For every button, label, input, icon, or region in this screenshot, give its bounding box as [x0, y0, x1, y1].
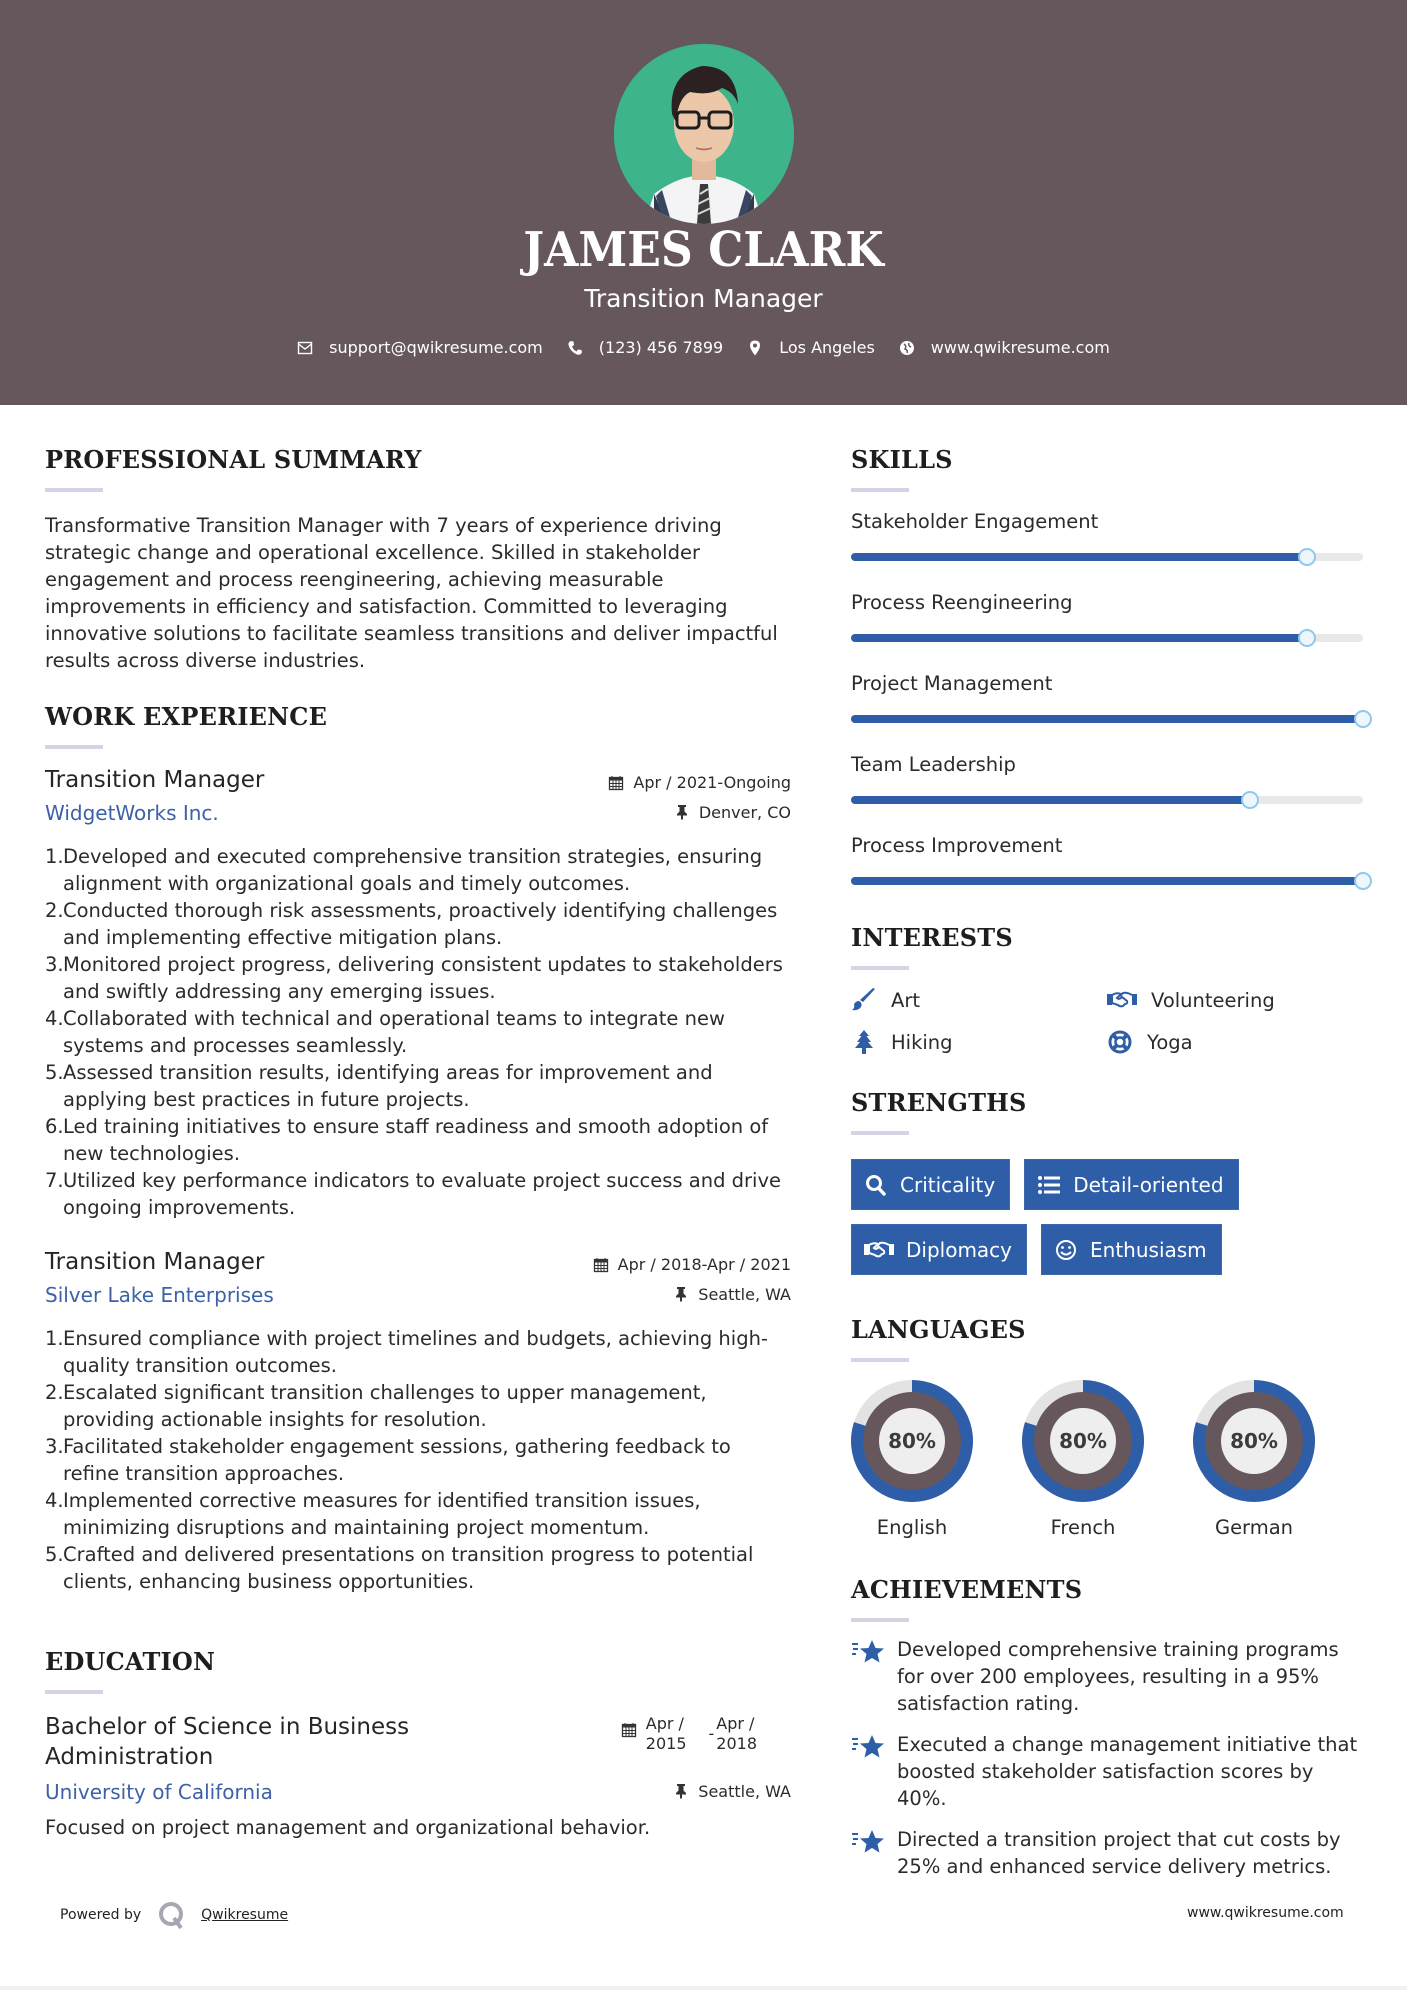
education-heading: EDUCATION: [45, 1647, 216, 1676]
resume-header: [0, 0, 1407, 405]
job-location: [674, 803, 791, 822]
section-divider: [851, 1131, 909, 1135]
school-name: University of California: [45, 1780, 273, 1804]
star-icon: [851, 1638, 885, 1666]
education-start-month: Apr /: [645, 1714, 684, 1733]
language-name: English: [876, 1516, 948, 1539]
section-divider: [851, 488, 909, 492]
list-item: 5. Assessed transition results, identifying areas for improvement and applying best practices in future projects.: [45, 1061, 713, 1111]
skill-name: Process Improvement: [851, 834, 1063, 857]
list-icon: [1037, 1174, 1061, 1196]
job-dates: [608, 773, 791, 792]
skill-bar-fill: [851, 715, 1363, 723]
strength-label: Detail-oriented: [1073, 1172, 1224, 1197]
skill-bar-fill: [851, 634, 1307, 642]
skill-item: [851, 753, 1371, 804]
list-item: 1. Ensured compliance with project timelines and budgets, achieving high-quality transition outcomes.: [45, 1327, 768, 1377]
date-separator: -: [708, 1724, 715, 1743]
job-bullets: [45, 1325, 791, 1595]
contact-phone-text: (123) 456 7899: [598, 338, 724, 357]
achievement-text: Executed a change management initiative that boosted stakeholder satisfaction scores by 40%.: [897, 1733, 1358, 1810]
skill-bar: [851, 553, 1363, 561]
job-entry: [45, 767, 791, 1221]
qwikresume-logo-icon: [157, 1900, 187, 1930]
paintbrush-icon: [851, 988, 877, 1012]
candidate-name: JAMES CLARK: [523, 222, 884, 278]
skill-name: Process Reengineering: [851, 591, 1073, 614]
language-item: [851, 1380, 1022, 1539]
strength-tag: [851, 1224, 1027, 1275]
section-divider: [851, 1358, 909, 1362]
skill-bar: [851, 634, 1363, 642]
interest-label: Volunteering: [1151, 988, 1275, 1012]
envelope-icon: [297, 340, 313, 356]
language-percent: 80%: [1230, 1429, 1278, 1453]
contact-email[interactable]: [297, 338, 543, 357]
job-dates-text: Apr / 2018-Apr / 2021: [617, 1255, 791, 1274]
skill-bar-knob: [1354, 710, 1372, 728]
education-dates: [621, 1714, 757, 1754]
section-divider: [851, 966, 909, 970]
language-item: [1193, 1380, 1364, 1539]
handshake-icon: [864, 1239, 894, 1261]
summary-section: [45, 445, 791, 674]
strength-tag: [1041, 1224, 1222, 1275]
interests-section: [851, 923, 1371, 1054]
skill-bar: [851, 715, 1363, 723]
skill-item: [851, 510, 1371, 561]
list-item: 4. Collaborated with technical and operational teams to integrate new systems and processes seamlessly.: [45, 1007, 725, 1057]
job-location-text: Denver, CO: [698, 802, 791, 822]
achievement-text: Developed comprehensive training programs for over 200 employees, resulting in a 95% satisfaction rating.: [897, 1638, 1339, 1715]
strength-label: Criticality: [900, 1172, 996, 1197]
handshake-icon: [1107, 988, 1137, 1012]
avatar: [614, 44, 794, 224]
job-bullets: [45, 843, 791, 1221]
interest-item: [851, 1030, 1107, 1054]
list-item: 2. Escalated significant transition challenges to upper management, providing actionable insights for resolution.: [45, 1381, 707, 1431]
skills-heading: SKILLS: [851, 445, 953, 474]
language-item: [1022, 1380, 1193, 1539]
strength-label: Diplomacy: [906, 1237, 1013, 1262]
list-item: 7. Utilized key performance indicators to evaluate project success and drive ongoing improvements.: [45, 1169, 782, 1219]
contact-website[interactable]: [899, 338, 1110, 357]
search-icon: [864, 1174, 888, 1196]
calendar-icon: [608, 775, 624, 791]
strengths-heading: STRENGTHS: [851, 1088, 1027, 1117]
language-percent: 80%: [888, 1429, 936, 1453]
education-end-year: 2018: [716, 1734, 757, 1753]
list-item: 5. Crafted and delivered presentations on transition progress to potential clients, enhancing business opportunities.: [45, 1543, 754, 1593]
skill-bar: [851, 796, 1363, 804]
languages-heading: LANGUAGES: [851, 1315, 1026, 1344]
pushpin-icon: [673, 1286, 689, 1302]
phone-icon: [567, 340, 583, 356]
company-name: WidgetWorks Inc.: [45, 801, 219, 825]
list-item: 3. Monitored project progress, delivering consistent updates to stakeholders and swiftly addressing any emerging issues.: [45, 953, 783, 1003]
skills-list: [851, 510, 1371, 885]
language-name: French: [1050, 1516, 1116, 1539]
job-entry: [45, 1249, 791, 1595]
strengths-section: [851, 1088, 1371, 1275]
page-bottom-edge: [0, 1986, 1407, 1990]
life-ring-icon: [1107, 1030, 1133, 1054]
education-location-text: Seattle, WA: [698, 1781, 791, 1801]
job-location-text: Seattle, WA: [698, 1284, 791, 1304]
smile-icon: [1054, 1239, 1078, 1261]
skill-item: [851, 591, 1371, 642]
interest-label: Hiking: [891, 1030, 953, 1054]
job-title: Transition Manager: [45, 1249, 265, 1275]
section-divider: [45, 1690, 103, 1694]
company-name: Silver Lake Enterprises: [45, 1283, 274, 1307]
interest-item: [1107, 988, 1363, 1012]
map-marker-icon: [747, 340, 763, 356]
contact-website-text: www.qwikresume.com: [930, 338, 1110, 357]
achievements-heading: ACHIEVEMENTS: [851, 1575, 1083, 1604]
globe-icon: [899, 340, 915, 356]
degree-title: Bachelor of Science in Business Administration: [45, 1714, 410, 1770]
job-dates-text: Apr / 2021-Ongoing: [633, 773, 791, 792]
star-icon: [851, 1733, 885, 1761]
star-icon: [851, 1828, 885, 1856]
language-donut: [1193, 1380, 1315, 1502]
summary-heading: PROFESSIONAL SUMMARY: [45, 445, 422, 474]
calendar-icon: [621, 1722, 637, 1738]
contact-phone[interactable]: [567, 338, 723, 357]
summary-text: Transformative Transition Manager with 7 years of experience driving strategic change and operational excellence. Skilled in stakeholder engagement and process reengineering, achieving measurable improvements in efficiency and satisfaction. Committed to leveraging innovative solutions to facilitate seamless transitions and deliver impactful results across diverse industries.: [45, 514, 778, 672]
interest-label: Art: [891, 988, 921, 1012]
profile-photo: [614, 44, 794, 224]
experience-heading: WORK EXPERIENCE: [45, 702, 328, 731]
language-name: German: [1214, 1516, 1294, 1539]
contact-location-text: Los Angeles: [779, 338, 875, 357]
experience-section: [45, 702, 791, 1595]
education-description: Focused on project management and organizational behavior.: [45, 1816, 651, 1839]
language-donut: [851, 1380, 973, 1502]
list-item: 1. Developed and executed comprehensive transition strategies, ensuring alignment with organizational goals and timely outcomes.: [45, 845, 763, 895]
skill-bar-knob: [1241, 791, 1259, 809]
skill-bar-fill: [851, 553, 1307, 561]
contact-email-text: support@qwikresume.com: [329, 338, 543, 357]
skill-name: Team Leadership: [851, 753, 1016, 776]
candidate-title: Transition Manager: [584, 284, 823, 313]
calendar-icon: [593, 1257, 609, 1273]
language-percent: 80%: [1059, 1429, 1107, 1453]
interest-item: [851, 988, 1107, 1012]
powered-by: [60, 1900, 288, 1930]
education-end-month: Apr /: [716, 1714, 755, 1733]
pushpin-icon: [673, 1783, 689, 1799]
pushpin-icon: [674, 804, 690, 820]
skill-bar-fill: [851, 796, 1250, 804]
interest-label: Yoga: [1147, 1030, 1193, 1054]
list-item: 3. Facilitated stakeholder engagement sessions, gathering feedback to refine transition approaches.: [45, 1435, 731, 1485]
education-section: [45, 1647, 791, 1841]
achievements-section: [851, 1575, 1371, 1880]
list-item: 6. Led training initiatives to ensure staff readiness and smooth adoption of new technologies.: [45, 1115, 769, 1165]
job-title: Transition Manager: [45, 767, 265, 793]
job-location: [673, 1285, 791, 1304]
skill-bar-fill: [851, 877, 1363, 885]
interest-item: [1107, 1030, 1363, 1054]
section-divider: [45, 488, 103, 492]
strength-tag: [851, 1159, 1010, 1210]
language-donut: [1022, 1380, 1144, 1502]
list-item: 2. Conducted thorough risk assessments, proactively identifying challenges and implementing effective mitigation plans.: [45, 899, 778, 949]
interests-heading: INTERESTS: [851, 923, 1013, 952]
education-location: [673, 1782, 791, 1801]
strength-label: Enthusiasm: [1090, 1237, 1207, 1262]
powered-by-text: Powered by: [60, 1907, 142, 1923]
education-start-year: 2015: [645, 1734, 687, 1753]
skill-bar-knob: [1298, 548, 1316, 566]
skill-item: [851, 834, 1371, 885]
languages-section: [851, 1315, 1371, 1539]
achievement-item: [851, 1636, 1371, 1717]
strength-tag: [1024, 1159, 1238, 1210]
section-divider: [851, 1618, 909, 1622]
footer-website[interactable]: www.qwikresume.com: [1187, 1905, 1344, 1921]
contact-bar: [0, 338, 1407, 357]
skills-section: [851, 445, 1371, 885]
contact-location: [747, 338, 875, 357]
achievement-item: [851, 1826, 1371, 1880]
qwikresume-link[interactable]: Qwikresume: [201, 1907, 289, 1923]
job-dates: [593, 1255, 791, 1274]
right-column: [851, 445, 1371, 1880]
skill-bar: [851, 877, 1363, 885]
achievement-text: Directed a transition project that cut costs by 25% and enhanced service delivery metrics.: [897, 1828, 1341, 1878]
skill-item: [851, 672, 1371, 723]
section-divider: [45, 745, 103, 749]
skill-bar-knob: [1298, 629, 1316, 647]
skill-name: Stakeholder Engagement: [851, 510, 1099, 533]
tree-icon: [851, 1030, 877, 1054]
left-column: [45, 445, 791, 1841]
skill-bar-knob: [1354, 872, 1372, 890]
list-item: 4. Implemented corrective measures for identified transition issues, minimizing disruptions and maintaining project momentum.: [45, 1489, 701, 1539]
skill-name: Project Management: [851, 672, 1053, 695]
achievement-item: [851, 1731, 1371, 1812]
